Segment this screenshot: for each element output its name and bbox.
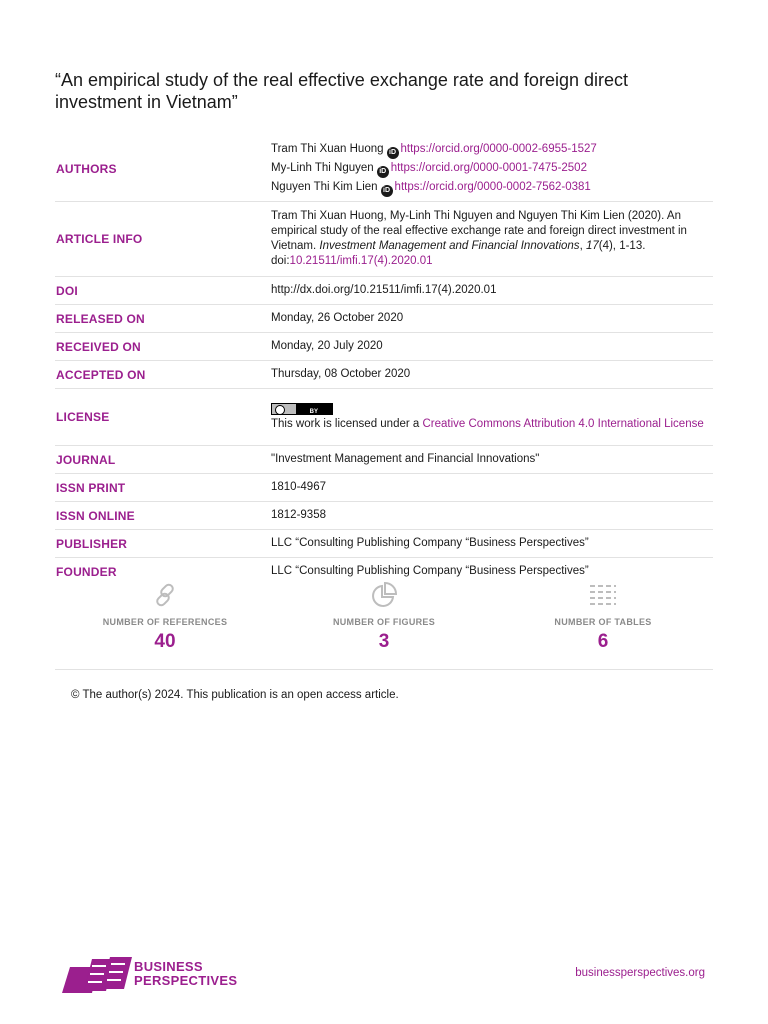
orcid-icon: iD — [387, 147, 399, 159]
license-row — [55, 389, 713, 446]
citation-issue-pages: (4), 1-13. — [598, 240, 646, 252]
publisher-site-link[interactable]: businessperspectives.org — [575, 967, 705, 979]
citation-doi-prefix: doi: — [271, 255, 290, 267]
author-item — [271, 140, 712, 159]
issn-online-value: 1812-9358 — [270, 502, 713, 530]
accepted-label: ACCEPTED ON — [55, 361, 270, 389]
received-label: RECEIVED ON — [55, 333, 270, 361]
author-item — [271, 178, 712, 197]
license-label: LICENSE — [55, 389, 270, 446]
released-label: RELEASED ON — [55, 305, 270, 333]
issn-online-row — [55, 502, 713, 530]
article-stats — [55, 575, 713, 670]
logo-line-1: BUSINESS — [134, 959, 203, 974]
stat-references-value: 40 — [154, 631, 176, 652]
publisher-label: PUBLISHER — [55, 530, 270, 558]
orcid-link[interactable]: https://orcid.org/0000-0002-7562-0381 — [394, 181, 591, 193]
stat-figures — [284, 575, 484, 653]
stat-tables-value: 6 — [597, 631, 609, 652]
released-value: Monday, 26 October 2020 — [270, 305, 713, 333]
author-item — [271, 159, 712, 178]
link-icon — [151, 581, 179, 609]
license-text: This work is licensed under a — [271, 418, 423, 430]
license-value — [270, 389, 713, 446]
stat-figures-value: 3 — [378, 631, 390, 652]
citation-volume: 17 — [585, 240, 599, 252]
logo-line-2: PERSPECTIVES — [134, 973, 238, 988]
citation-sep: , — [579, 240, 586, 252]
accepted-value: Thursday, 08 October 2020 — [270, 361, 713, 389]
orcid-link[interactable]: https://orcid.org/0000-0001-7475-2502 — [390, 162, 587, 174]
logo-wordmark — [134, 960, 237, 988]
authors-label: AUTHORS — [55, 136, 270, 202]
issn-print-value: 1810-4967 — [270, 474, 713, 502]
author-name: My-Linh Thi Nguyen — [271, 162, 374, 174]
accepted-row — [55, 361, 713, 389]
stat-references — [65, 575, 265, 653]
copyright-notice: © The author(s) 2024. This publication is an open access article. — [71, 689, 399, 701]
pie-chart-icon — [370, 581, 398, 609]
table-icon — [589, 581, 617, 609]
publisher-row — [55, 530, 713, 558]
doi-row — [55, 277, 713, 305]
article-info-label: ARTICLE INFO — [55, 202, 270, 277]
issn-print-row — [55, 474, 713, 502]
article-metadata-table — [55, 136, 713, 585]
released-row — [55, 305, 713, 333]
journal-value: "Investment Management and Financial Innovations" — [270, 446, 713, 474]
orcid-icon: iD — [377, 166, 389, 178]
founder-value: LLC “Consulting Publishing Company “Business Perspectives” — [271, 565, 589, 577]
publisher-value: LLC “Consulting Publishing Company “Business Perspectives” — [270, 530, 713, 558]
article-title: “An empirical study of the real effective exchange rate and foreign direct investment in Vietnam” — [55, 70, 628, 112]
article-info-row — [55, 202, 713, 277]
stat-tables-label: NUMBER OF TABLES — [554, 617, 652, 627]
cc-by-badge-icon[interactable]: BY — [271, 403, 333, 415]
citation-text: Tram Thi Xuan Huong, My-Linh Thi Nguyen and Nguyen Thi Kim Lien (2020). An empirical study of the real effective exchange rate and foreign direct investment in Vietnam. — [271, 210, 687, 252]
authors-row — [55, 136, 713, 202]
article-info-citation — [270, 202, 713, 277]
stat-references-label: NUMBER OF REFERENCES — [102, 617, 228, 627]
orcid-icon: iD — [381, 185, 393, 197]
received-value: Monday, 20 July 2020 — [270, 333, 713, 361]
authors-list — [270, 136, 713, 202]
doi-label: DOI — [55, 277, 270, 305]
doi-value: http://dx.doi.org/10.21511/imfi.17(4).2020.01 — [270, 277, 713, 305]
journal-label: JOURNAL — [55, 446, 270, 474]
received-row — [55, 333, 713, 361]
license-link[interactable]: Creative Commons Attribution 4.0 International License — [422, 418, 704, 430]
journal-row — [55, 446, 713, 474]
issn-online-label: ISSN ONLINE — [55, 502, 270, 530]
orcid-link[interactable]: https://orcid.org/0000-0002-6955-1527 — [400, 143, 597, 155]
author-name: Tram Thi Xuan Huong — [271, 143, 384, 155]
stat-figures-label: NUMBER OF FIGURES — [332, 617, 436, 627]
author-name: Nguyen Thi Kim Lien — [271, 181, 378, 193]
citation-journal: Investment Management and Financial Innovations — [319, 240, 580, 252]
stat-tables — [503, 575, 703, 653]
founder-label: FOUNDER — [56, 564, 117, 579]
citation-doi-link[interactable]: 10.21511/imfi.17(4).2020.01 — [289, 255, 433, 267]
issn-print-label: ISSN PRINT — [55, 474, 270, 502]
